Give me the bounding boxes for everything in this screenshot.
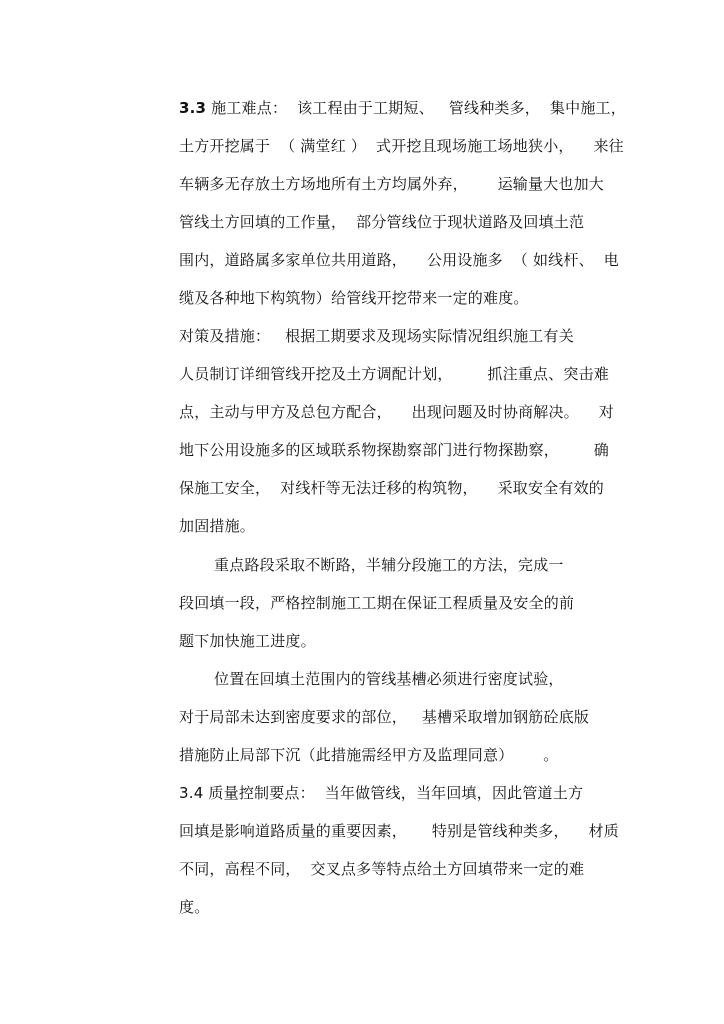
- section-3-4-line-2: 回填是影响道路质量的重要因素， 特别是管线种类多， 材质: [179, 822, 619, 840]
- section-3-3-line-6: 缆及各种地下构筑物）给管线开挖带来一定的难度。: [179, 289, 529, 307]
- section-3-3-line-2: 土方开挖属于 （ 满堂红 ） 式开挖且现场施工场地狭小， 来往: [179, 137, 624, 155]
- paragraph-2-line-2: 段回填一段，严格控制施工工期在保证工程质量及安全的前: [179, 594, 575, 612]
- paragraph-2-line-1: 重点路段采取不断路，半辅分段施工的方法，完成一: [214, 556, 564, 574]
- section-number-3-3: 3.3: [179, 99, 207, 117]
- section-3-4-line-1: 3.4 质量控制要点： 当年做管线，当年回填，因此管道土方: [179, 784, 584, 802]
- section-3-3-line-11: 保施工安全， 对线杆等无法迁移的构筑物， 采取安全有效的: [179, 479, 605, 497]
- section-3-3-line-1: [179, 98, 626, 118]
- section-3-3-line-7: 对策及措施： 根据工期要求及现场实际情况组织施工有关: [179, 327, 574, 345]
- section-3-3-line-3: 车辆多无存放土方场地所有土方均属外弃， 运输量大也加大: [179, 175, 605, 193]
- paragraph-2-line-3: 题下加快施工进度。: [179, 632, 316, 650]
- section-3-3-line-12: 加固措施。: [179, 517, 256, 535]
- section-3-4-line-4: 度。: [179, 898, 210, 916]
- section-3-3-line-1-text: 施工难点： 该工程由于工期短、 管线种类多， 集中施工，: [206, 99, 626, 117]
- section-3-3-line-8: 人员制订详细管线开挖及土方调配计划， 抓注重点、突击难: [179, 365, 609, 383]
- section-3-3-line-10: 地下公用设施多的区域联系物探勘察部门进行物探勘察， 确: [179, 441, 609, 459]
- section-3-3-line-4: 管线土方回填的工作量， 部分管线位于现状道路及回填土范: [179, 213, 585, 231]
- section-3-3-line-9: 点，主动与甲方及总包方配合， 出现问题及时协商解决。 对: [179, 403, 614, 421]
- paragraph-3-line-3: 措施防止局部下沉（此措施需经甲方及监理同意） 。: [179, 746, 559, 764]
- paragraph-3-line-2: 对于局部未达到密度要求的部位， 基槽采取增加钢筋砼底版: [179, 708, 590, 726]
- section-3-4-line-3: 不同，高程不同， 交叉点多等特点给土方回填带来一定的难: [179, 860, 585, 878]
- section-3-3-line-5: 围内，道路属多家单位共用道路， 公用设施多 （ 如线杆、 电: [179, 251, 619, 269]
- paragraph-3-line-1: 位置在回填土范围内的管线基槽必须进行密度试验，: [214, 670, 564, 688]
